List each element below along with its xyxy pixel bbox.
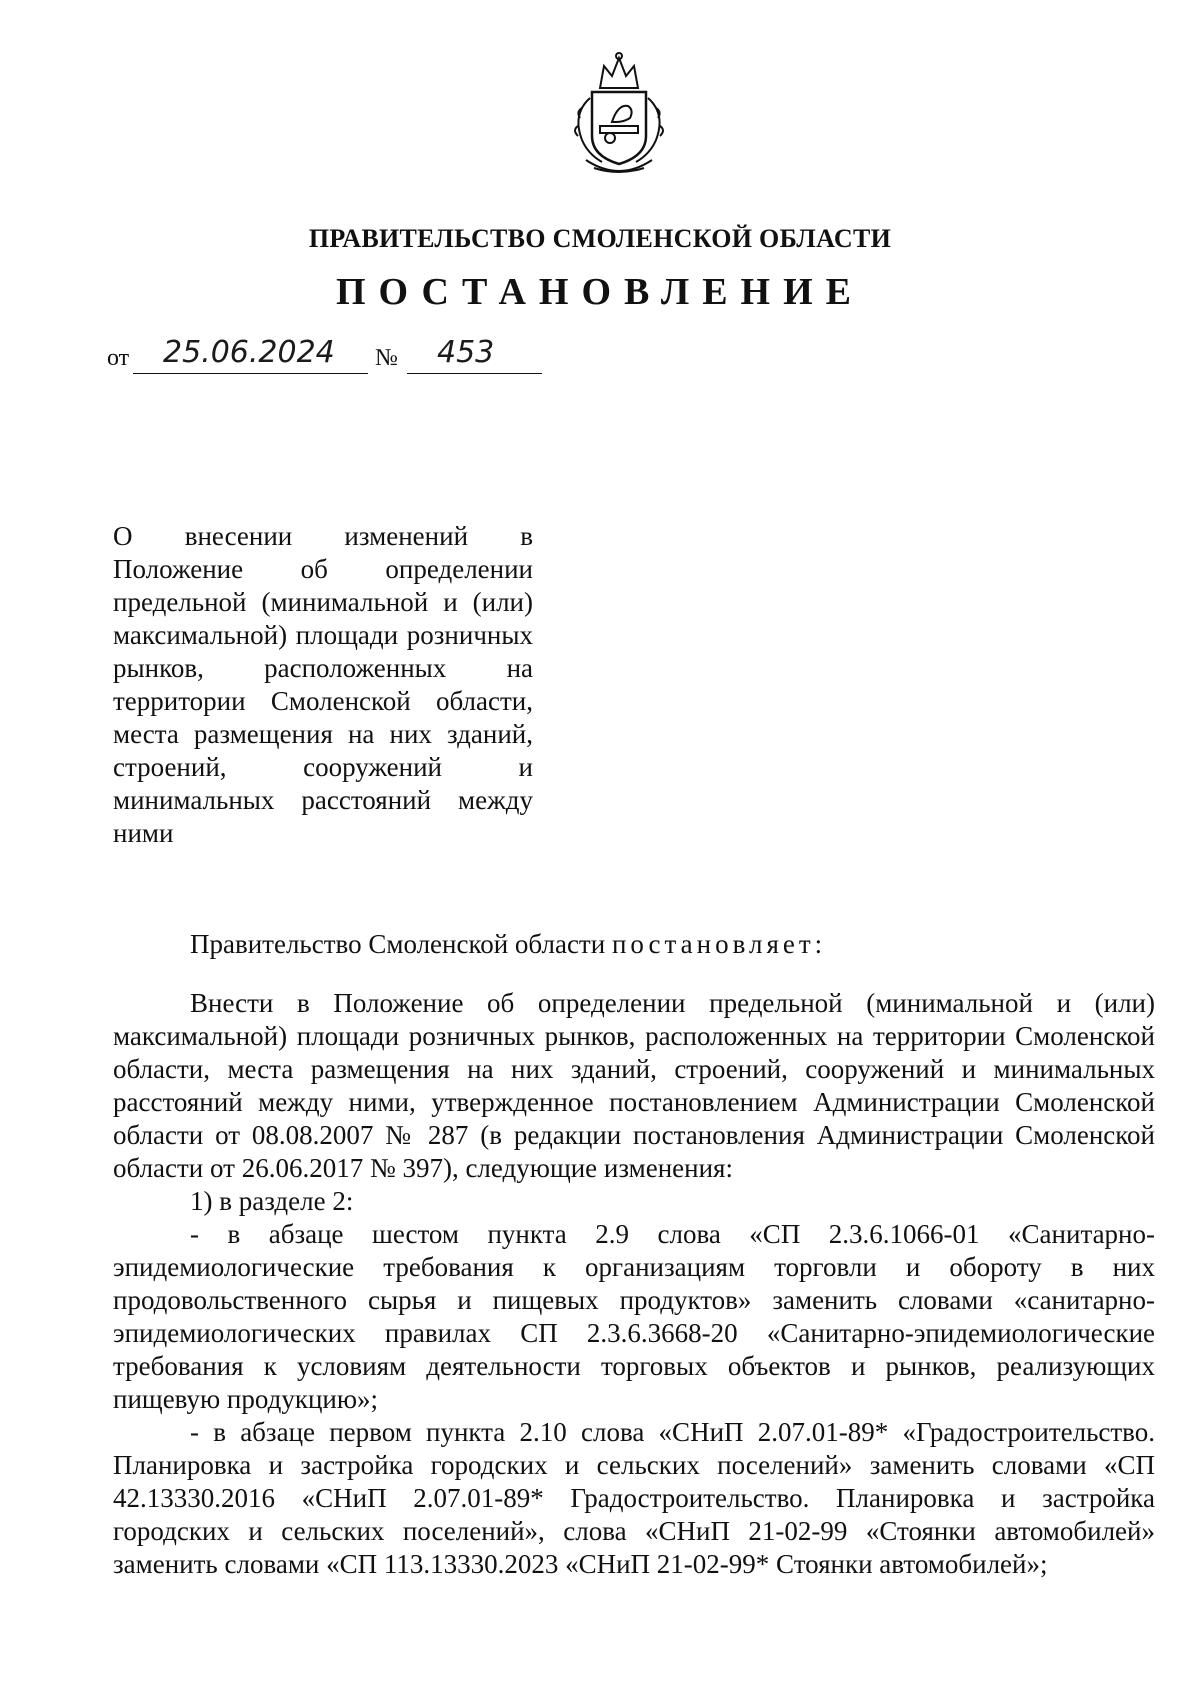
enacting-clause xyxy=(113,928,1155,961)
date-number-line xyxy=(107,334,547,378)
document-body xyxy=(113,928,1155,1581)
handwritten-date: 25.06.2024 xyxy=(133,336,368,374)
list-item-1: 1) в разделе 2: xyxy=(190,1186,354,1216)
coat-of-arms-emblem xyxy=(554,48,684,180)
enacting-subject: Правительство Смоленской области xyxy=(190,929,606,959)
list-item-1-a: - в абзаце шестом пункта 2.9 слова «СП 2.3.6.1066-01 «Санитарно-эпидемиологические требования к организациям торговли и обороту в них продовольственного сырья и пищевых продуктов» заменить словами «санитарно-эпидемиологических правилах СП 2.3.6.3668-20 «Санитарно-эпидемиологические требования к условиям деятельности торговых объектов и рынков, реализующих пищевую продукцию»; xyxy=(113,1219,1155,1414)
document-subject: О внесении изменений в Положение об определении предельной (минимальной и (или) максимальной) площади розничных рынков, расположенных на территории Смоленской области, места размещения на них зданий, строений, сооружений и минимальных расстояний между ними xyxy=(113,521,533,848)
date-label: от xyxy=(107,345,130,371)
handwritten-number: 453 xyxy=(407,336,542,374)
list-item-1-b: - в абзаце первом пункта 2.10 слова «СНиП 2.07.01-89* «Градостроительство. Планировка и застройка городских и сельских поселений» заменить словами «СП 42.13330.2016 «СНиП 2.07.01-89* Градостроительство. Планировка и застройка городских и сельских поселений», слова «СНиП 21-02-99 «Стоянки автомобилей» заменить словами «СП 113.13330.2023 «СНиП 21-02-99* Стоянки автомобилей»; xyxy=(113,1417,1155,1579)
intro-paragraph: Внести в Положение об определении предельной (минимальной и (или) максимальной) площади розничных рынков, расположенных на территории Смоленской области, места размещения на них зданий, строений, сооружений и минимальных расстояний между ними, утвержденное постановлением Администрации Смоленской области от 08.08.2007 № 287 (в редакции постановления Администрации Смоленской области от 26.06.2017 № 397), следующие изменения: xyxy=(113,988,1155,1183)
government-title: ПРАВИТЕЛЬСТВО СМОЛЕНСКОЙ ОБЛАСТИ xyxy=(308,224,892,253)
number-label: № xyxy=(375,345,398,371)
document-type-title: ПОСТАНОВЛЕНИЕ xyxy=(335,271,865,313)
enacting-verb: постановляет: xyxy=(611,929,827,959)
